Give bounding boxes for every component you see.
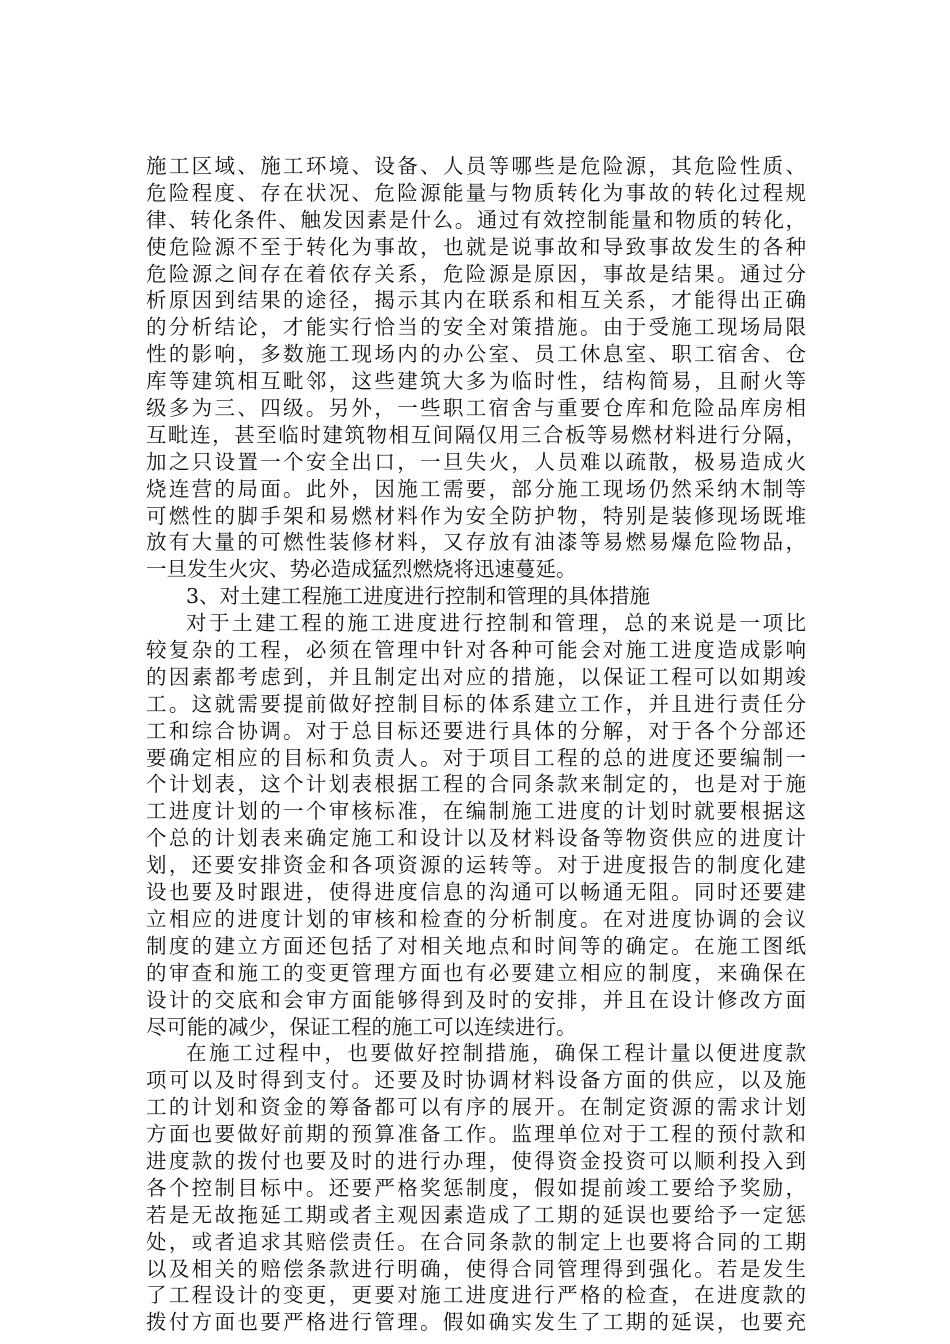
text-line: 危险源之间存在着依存关系，危险源是原因，事故是结果。通过分 [146, 261, 806, 286]
text-line: 性的影响，多数施工现场内的办公室、员工休息室、职工宿舍、仓 [146, 342, 806, 367]
text-line: 设计的交底和会审方面能够得到及时的安排，并且在设计修改方面 [146, 987, 806, 1012]
text-line: 的因素都考虑到，并且制定出对应的措施，以保证工程可以如期竣 [146, 664, 806, 689]
text-line: 对于土建工程的施工进度进行控制和管理，总的来说是一项比 [186, 611, 806, 636]
text-line: 3、对土建工程施工进度进行控制和管理的具体措施 [186, 584, 651, 609]
text-line: 工的计划和资金的筹备都可以有序的展开。在制定资源的需求计划 [146, 1095, 806, 1120]
text-line: 各个控制目标中。还要严格奖惩制度，假如提前竣工要给予奖励， [146, 1175, 806, 1200]
text-line: 个计划表，这个计划表根据工程的合同条款来制定的，也是对于施 [146, 772, 806, 797]
document-body [146, 153, 806, 1336]
text-line: 律、转化条件、触发因素是什么。通过有效控制能量和物质的转化， [146, 207, 806, 232]
text-line: 析原因到结果的途径，揭示其内在联系和相互关系，才能得出正确 [146, 288, 806, 313]
text-line: 工和综合协调。对于总目标还要进行具体的分解，对于各个分部还 [146, 718, 806, 743]
text-line: 设也要及时跟进，使得进度信息的沟通可以畅通无阻。同时还要建 [146, 880, 806, 905]
text-line: 使危险源不至于转化为事故，也就是说事故和导致事故发生的各种 [146, 234, 806, 259]
text-line: 较复杂的工程，必须在管理中针对各种可能会对施工进度造成影响 [146, 638, 806, 663]
text-line: 若是无故拖延工期或者主观因素造成了工期的延误也要给予一定惩 [146, 1202, 806, 1227]
text-line: 一旦发生火灾、势必造成猛烈燃烧将迅速蔓延。 [146, 557, 577, 582]
text-line: 的分析结论，才能实行恰当的安全对策措施。由于受施工现场局限 [146, 315, 806, 340]
text-line: 制度的建立方面还包括了对相关地点和时间等的确定。在施工图纸 [146, 933, 806, 958]
text-line: 了工程设计的变更，更要对施工进度进行严格的检查，在进度款的 [146, 1283, 806, 1308]
text-line: 的审查和施工的变更管理方面也有必要建立相应的制度，来确保在 [146, 960, 806, 985]
text-line: 施工区域、施工环境、设备、人员等哪些是危险源，其危险性质、 [146, 154, 806, 178]
text-line: 进度款的拨付也要及时的进行办理，使得资金投资可以顺利投入到 [146, 1148, 806, 1173]
text-line: 拨付方面也要严格进行管理。假如确实发生了工期的延误，也要充 [146, 1310, 806, 1335]
text-line: 尽可能的减少，保证工程的施工可以连续进行。 [146, 1014, 577, 1039]
text-line: 要确定相应的目标和负责人。对于项目工程的总的进度还要编制一 [146, 745, 806, 770]
text-line: 方面也要做好前期的预算准备工作。监理单位对于工程的预付款和 [146, 1122, 806, 1147]
text-line: 在施工过程中，也要做好控制措施，确保工程计量以便进度款 [186, 1041, 806, 1066]
text-line: 库等建筑相互毗邻，这些建筑大多为临时性，结构简易，且耐火等 [146, 369, 806, 394]
text-line: 以及相关的赔偿条款进行明确，使得合同管理得到强化。若是发生 [146, 1256, 806, 1281]
text-line: 可燃性的脚手架和易燃材料作为安全防护物，特别是装修现场既堆 [146, 503, 806, 528]
text-line: 互毗连，甚至临时建筑物相互间隔仅用三合板等易燃材料进行分隔， [146, 422, 806, 447]
text-line: 加之只设置一个安全出口，一旦失火，人员难以疏散，极易造成火 [146, 449, 806, 474]
text-line: 危险程度、存在状况、危险源能量与物质转化为事故的转化过程规 [146, 180, 806, 205]
text-line: 立相应的进度计划的审核和检查的分析制度。在对进度协调的会议 [146, 906, 806, 931]
text-line: 个总的计划表来确定施工和设计以及材料设备等物资供应的进度计 [146, 826, 806, 851]
text-line: 划，还要安排资金和各项资源的运转等。对于进度报告的制度化建 [146, 853, 806, 878]
text-line: 烧连营的局面。此外，因施工需要，部分施工现场仍然采纳木制等 [146, 476, 806, 501]
text-line: 放有大量的可燃性装修材料，又存放有油漆等易燃易爆危险物品， [146, 530, 806, 555]
text-line: 工。这就需要提前做好控制目标的体系建立工作，并且进行责任分 [146, 691, 806, 716]
text-line: 工进度计划的一个审核标准，在编制施工进度的计划时就要根据这 [146, 799, 806, 824]
text-line: 级多为三、四级。另外，一些职工宿舍与重要仓库和危险品库房相 [146, 396, 806, 421]
text-line: 项可以及时得到支付。还要及时协调材料设备方面的供应，以及施 [146, 1068, 806, 1093]
text-line: 处，或者追求其赔偿责任。在合同条款的制定上也要将合同的工期 [146, 1229, 806, 1254]
